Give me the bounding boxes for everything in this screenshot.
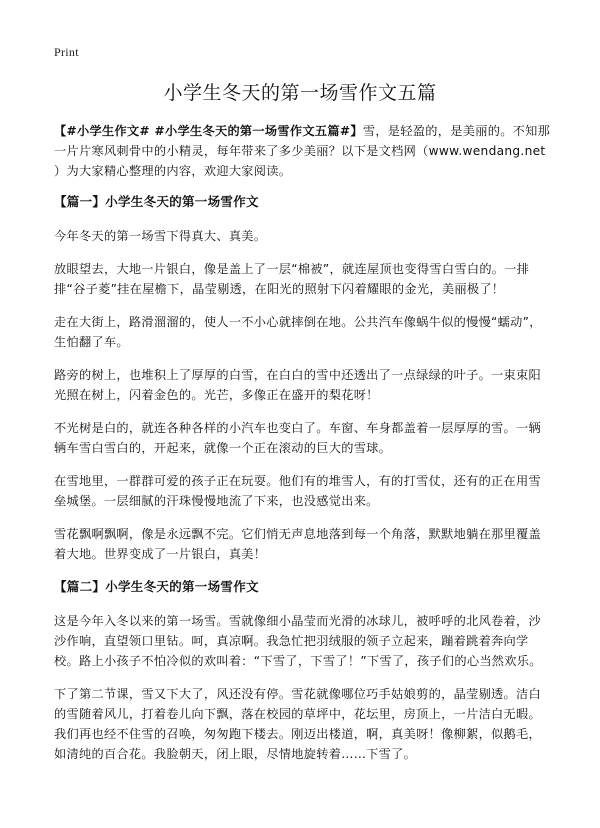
- intro-tag: 【#小学生作文# #小学生冬天的第一场雪作文五篇#】: [54, 124, 363, 138]
- paragraph: 不光树是白的，就连各种各样的小汽车也变白了。车窗、车身都盖着一层厚厚的雪。一辆辆车雪白雪白的，开起来，就像一个正在滚动的巨大的雪球。: [54, 421, 542, 455]
- section-tag: 【篇一】: [54, 194, 106, 209]
- intro-text: 雪，是轻盈的，是美丽的。不知那一片片寒风刺骨中的小精灵，每年带来了多少美丽？以下是文档网（www.wendang.net ）为大家精心整理的内容，欢迎大家阅读。: [54, 124, 551, 178]
- paragraph: 雪花飘啊飘啊，像是永远飘不完。它们悄无声息地落到每一个角落，默默地躺在那里覆盖着大地。世界变成了一片银白，真美！: [54, 527, 542, 561]
- section-title: 小学生冬天的第一场雪作文: [105, 194, 259, 209]
- paragraph: 路旁的树上，也堆积上了厚厚的白雪，在白白的雪中还透出了一点绿绿的叶子。一束束阳光照在树上，闪着金色的。光芒，多像正在盛开的梨花呀！: [54, 368, 542, 402]
- intro-paragraph: [54, 121, 551, 181]
- document-body: [54, 121, 551, 777]
- paragraph: 放眼望去，大地一片银白，像是盖上了一层“棉被”，就连屋顶也变得雪白雪白的。一排排“谷子菱”挂在屋檐下，晶莹剔透，在阳光的照射下闪着耀眼的金光，美丽极了！: [54, 262, 530, 296]
- paragraph: 走在大街上，路滑溜溜的，使人一不小心就摔倒在地。公共汽车像蜗牛似的慢慢“蠕动”，生怕翻了车。: [54, 315, 542, 349]
- paragraph: 在雪地里，一群群可爱的孩子正在玩耍。他们有的堆雪人，有的打雪仗，还有的正在用雪垒城堡。一层细腻的汗珠慢慢地流了下来，也没感觉出来。: [54, 474, 542, 508]
- paragraph: 今年冬天的第一场雪下得真大、真美。: [54, 229, 267, 243]
- print-link[interactable]: Print: [54, 45, 79, 59]
- section-tag: 【篇二】: [54, 579, 106, 594]
- page-title: 小学生冬天的第一场雪作文五篇: [163, 82, 437, 104]
- section-heading: [54, 577, 551, 597]
- section-heading: [54, 192, 551, 212]
- section-title: 小学生冬天的第一场雪作文: [105, 579, 259, 594]
- paragraph: 下了第二节课，雪又下大了，风还没有停。雪花就像哪位巧手姑娘剪的，晶莹剔透。洁白的雪随着风儿，打着卷儿向下飘，落在校园的草坪中，花坛里，房顶上，一片洁白无暇。我们再也经不住雪的召唤，匆匆跑下楼去。刚迈出楼道，啊，真美呀！像柳絮，似鹅毛，如清纯的百合花。我脸朝天，闭上眼，尽情地旋转着……下雪了。: [54, 687, 542, 761]
- paragraph: 这是今年入冬以来的第一场雪。雪就像细小晶莹而光滑的冰球儿，被呼呼的北风卷着，沙沙作响，直望领口里钻。呵，真凉啊。我急忙把羽绒服的领子立起来，蹦着跳着奔向学校。路上小孩子不怕冷似的欢叫着：“下雪了，下雪了！”下雪了，孩子们的心当然欢乐。: [54, 614, 542, 668]
